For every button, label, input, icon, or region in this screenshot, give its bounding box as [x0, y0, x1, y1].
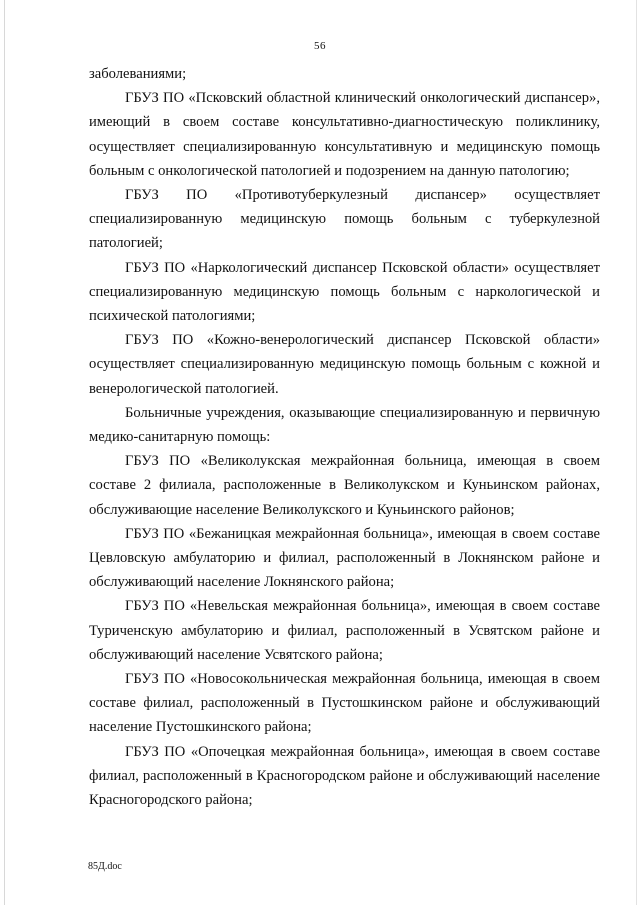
paragraph-velikie-luki-hospital: ГБУЗ ПО «Великолукская межрайонная больница, имеющая в своем составе 2 филиала, расположенные в Великолукском и Куньинском районах, обслуживающие население Великолукского и Куньинского районов; — [89, 453, 600, 518]
paragraph-tuberculosis-dispensary: ГБУЗ ПО «Противотуберкулезный диспансер» осуществляет специализированную медицинскую помощь больным с туберкулезной патологией; — [89, 187, 600, 252]
page-number: 56 — [314, 40, 326, 52]
footer-filename: 85Д.doc — [88, 861, 122, 872]
scan-edge — [4, 0, 5, 905]
paragraph-oncology-dispensary: ГБУЗ ПО «Псковский областной клинический онкологический диспансер», имеющий в своем составе консультативно-диагностическую поликлинику, осуществляет специализированную консультативную и медицинскую помощь больным с онкологической патологией и подозрением на данную патологию; — [89, 90, 600, 179]
paragraph-continuation: заболеваниями; — [89, 66, 187, 82]
paragraph-hospital-institutions: Больничные учреждения, оказывающие специализированную и первичную медико-санитарную помощь: — [89, 404, 600, 446]
paragraph-nevel-hospital: ГБУЗ ПО «Невельская межрайонная больница», имеющая в своем составе Туриченскую амбулаторию и филиал, расположенный в Усвятском районе и обслуживающий население Усвятского района; — [89, 598, 600, 663]
paragraph-novosokolniki-hospital: ГБУЗ ПО «Новосокольническая межрайонная больница, имеющая в своем составе филиал, расположенный в Пустошкинском районе и обслуживающий население Пустошкинского района; — [89, 671, 600, 736]
paragraph-bezhanitsy-hospital: ГБУЗ ПО «Бежаницкая межрайонная больница», имеющая в своем составе Цевловскую амбулаторию и филиал, расположенный в Локнянском районе и обслуживающий население Локнянского района; — [89, 525, 600, 591]
scan-edge — [636, 0, 637, 905]
paragraph-opochka-hospital: ГБУЗ ПО «Опочецкая межрайонная больница», имеющая в своем составе филиал, расположенный в Красногородском районе и обслуживающий население Красногородского района; — [89, 743, 600, 809]
paragraph-narcology-dispensary: ГБУЗ ПО «Наркологический диспансер Псковской области» осуществляет специализированную медицинскую помощь больным с наркологической и психической патологиями; — [89, 259, 600, 325]
paragraph-dermatovenerology-dispensary: ГБУЗ ПО «Кожно-венерологический диспансер Псковской области» осуществляет специализированную медицинскую помощь больным с кожной и венерологической патологией. — [89, 332, 600, 397]
document-body — [89, 62, 600, 812]
